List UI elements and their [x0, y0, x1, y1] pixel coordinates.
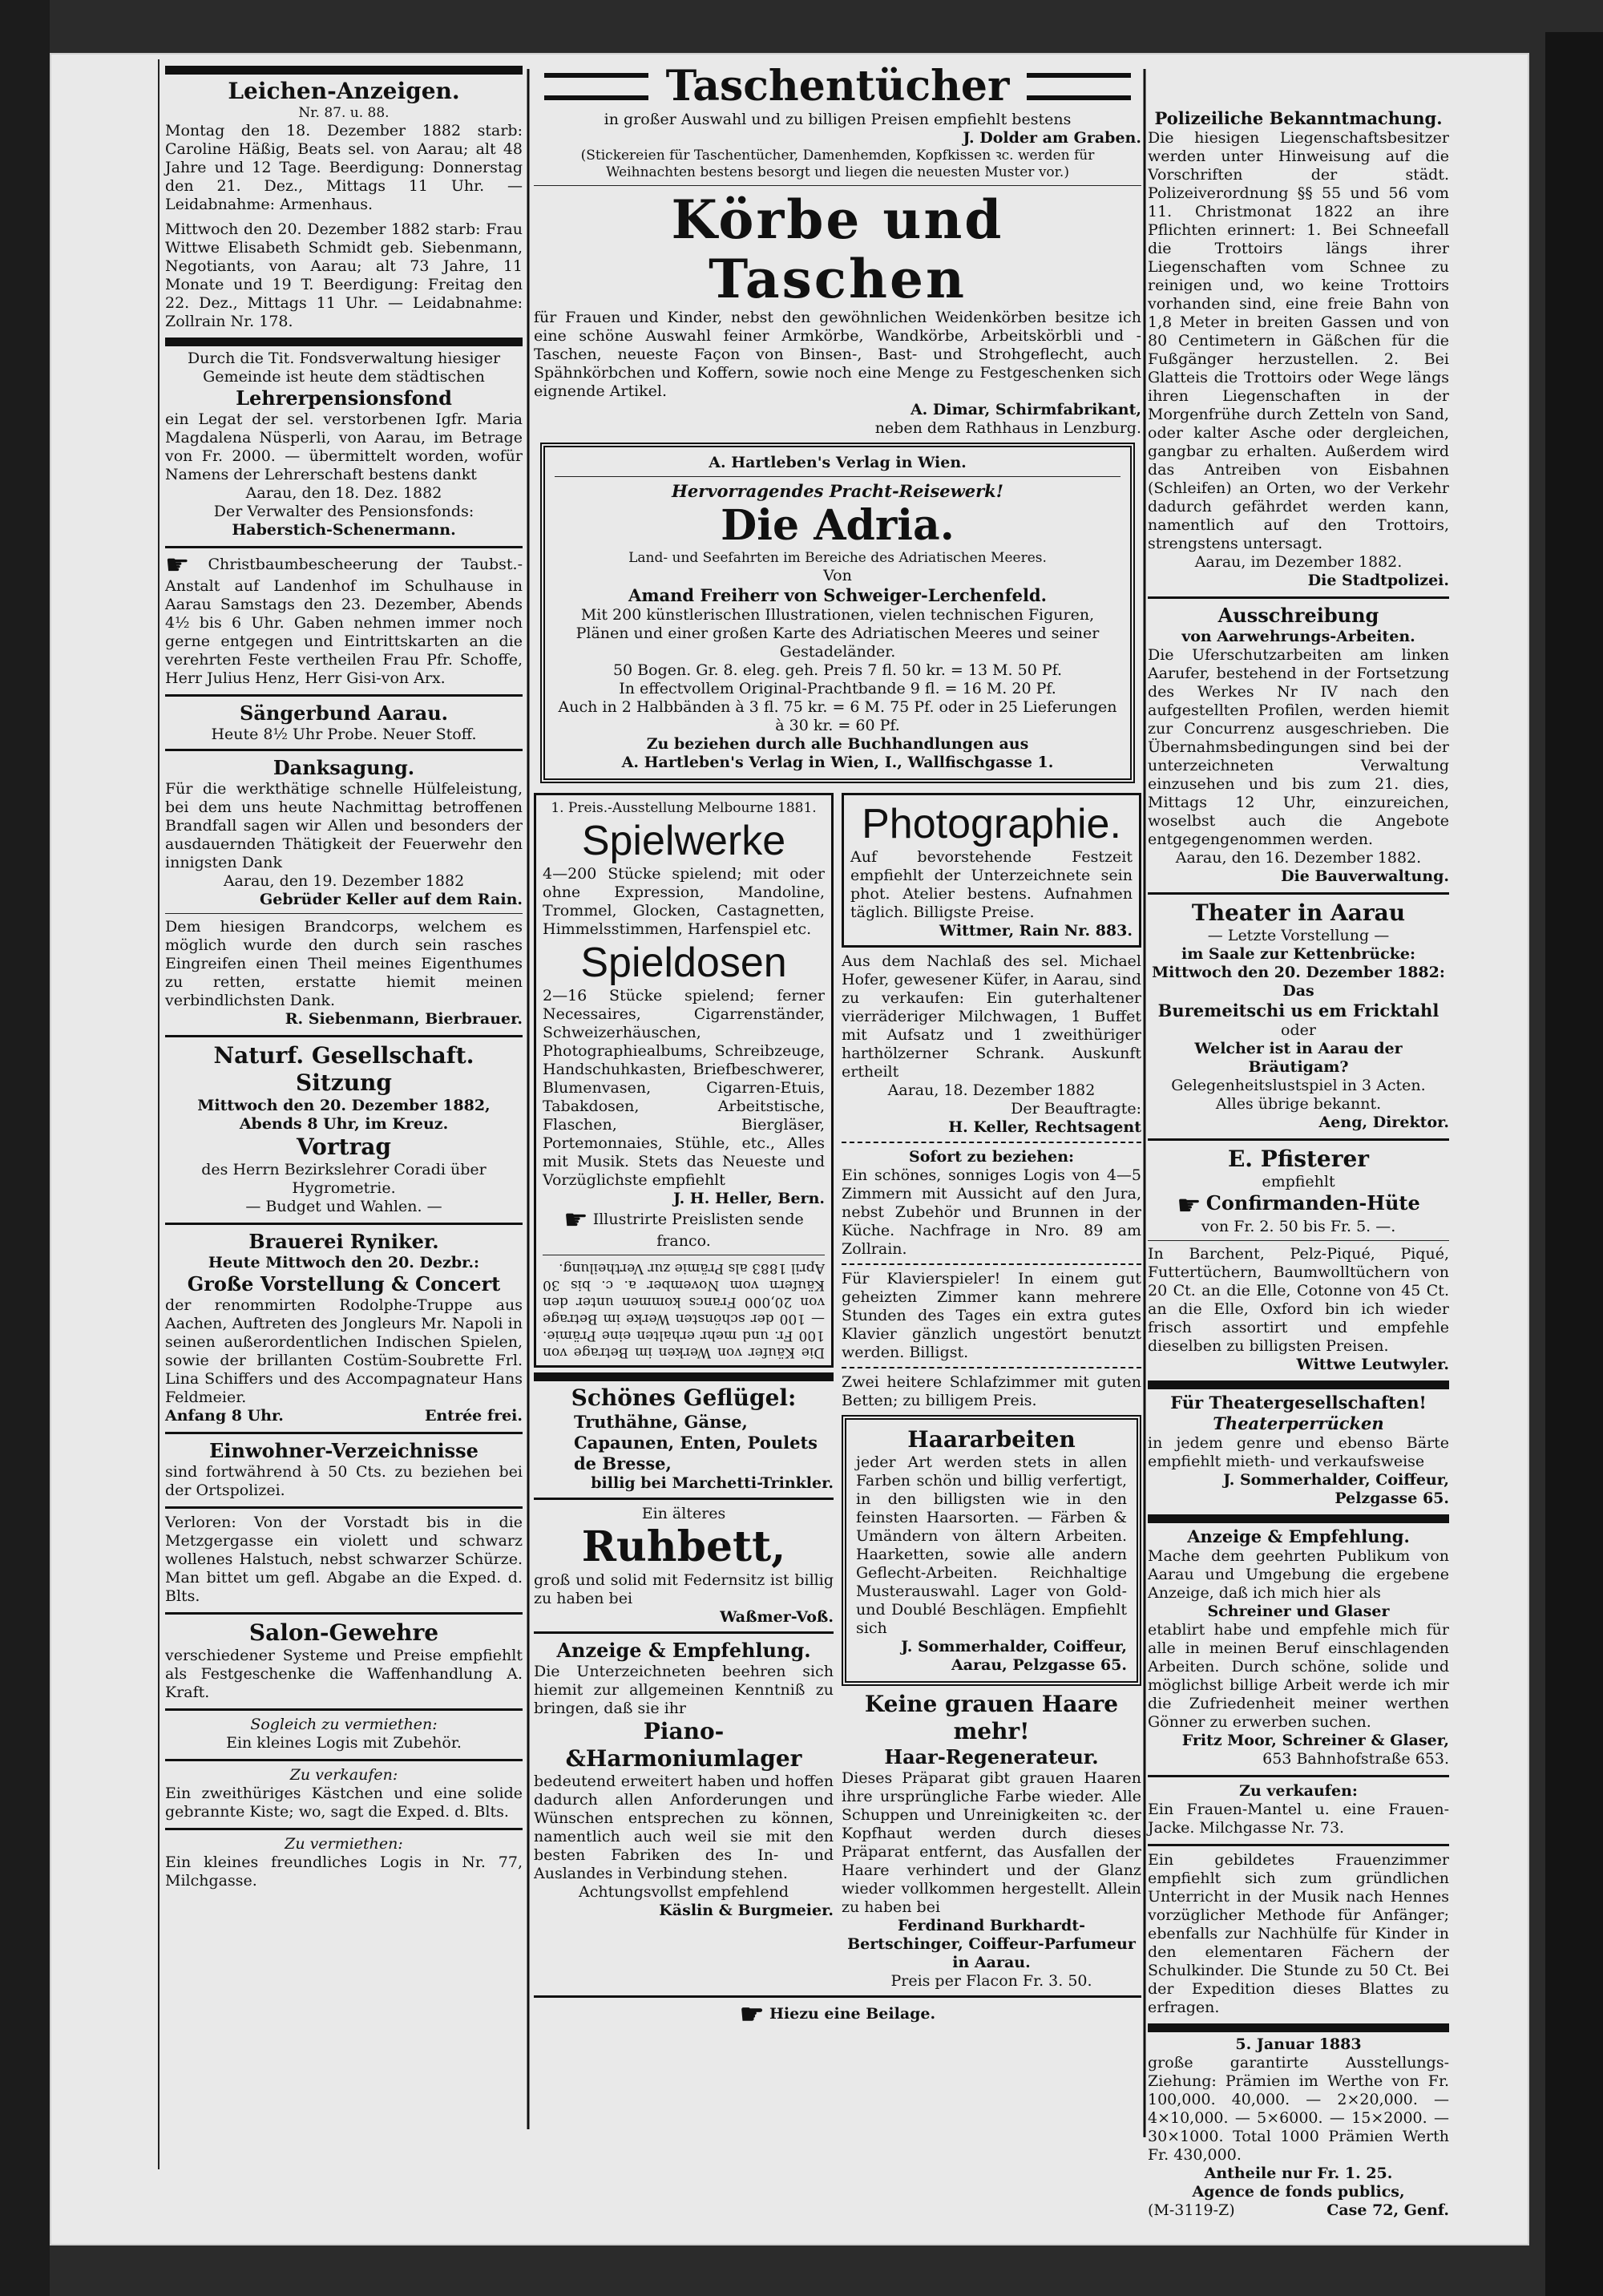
aus-title: Ausschreibung	[1217, 604, 1379, 627]
theatergs-body: in jedem genre und ebenso Bärte empfiehlt mieth- und verkaufsweise	[1148, 1434, 1449, 1470]
schreiner-title: Anzeige & Empfehlung.	[1187, 1526, 1410, 1546]
naturf-budget: — Budget und Wahlen. —	[245, 1198, 442, 1215]
brauerei-start: Anfang 8 Uhr.	[165, 1407, 284, 1425]
lotterie-ref: (M-3119-Z)	[1148, 2201, 1235, 2219]
lotterie-antheile: Antheile nur Fr. 1. 25.	[1204, 2165, 1393, 2182]
koerbe-sign-2: neben dem Rathhaus in Lenzburg.	[874, 419, 1141, 437]
frauen-body: Ein gebildetes Frauenzimmer empfiehlt sich zum gründlichen Unterricht in der Musik nach Hennes vorzüglicher Methode für Anfänger; ebenfalls zur Nachhülfe für Kinder in den elementaren Fächern der Schulkinder. Die Stunde zu 50 Ct. Bei der Expedition dieses Blattes zu erfragen.	[1148, 1851, 1449, 2016]
schreiner-trade: Schreiner und Glaser	[1207, 1603, 1390, 1620]
rule-bar	[1148, 2023, 1449, 2032]
adria-footer-2: A. Hartleben's Verlag in Wien, I., Wallfischgasse 1.	[621, 754, 1054, 771]
keine-body: Dieses Präparat gibt grauen Haaren ihre ursprüngliche Farbe wieder. Alle Schuppen und Unreinigkeiten ꝛc. der Kopfhaut werden durch dieses Präparat entfernt, das Ausfallen der Haare verhindert und der Glanz wieder vollkommen hergestellt. Allein zu haben bei	[842, 1769, 1141, 1916]
tasch-title: Taschentücher	[665, 62, 1010, 111]
lehrer-intro: Durch die Tit. Fondsverwaltung hiesiger Gemeinde ist heute dem städtischen	[187, 350, 501, 386]
pfisterer-title: E. Pfisterer	[1227, 1146, 1370, 1172]
brauerei-entry: Entrée frei.	[425, 1407, 523, 1425]
tasch-line-2: (Stickereien für Taschentücher, Damenhemden, Kopfkissen ꝛc. werden für Weihnachten bestens besorgt und liegen die neuesten Muster vor.)	[580, 148, 1095, 180]
vermieten-2-title: Zu vermiethen:	[285, 1835, 403, 1853]
haar-title: Haararbeiten	[907, 1426, 1076, 1453]
verkaufen-1-body: Ein zweithüriges Kästchen und eine solide gebrannte Kiste; wo, sagt die Exped. d. Blts.	[165, 1785, 523, 1821]
haar-body: jeder Art werden stets in allen Farben schön und billig verfertigt, in den billigsten wie in den feinsten Haarsorten. — Färben & Umändern von ältern Arbeiten. Haarketten, sowie alle andern Geflecht-Arbeiten. Reichhaltige Musterauswahl. Lager von Gold- und Doublé Beschlägen. Empfiehlt sich	[856, 1453, 1127, 1637]
theatergs-sub: Theaterperrücken	[1213, 1413, 1384, 1433]
scan-right-edge	[1545, 32, 1603, 2296]
koerbe-sign: A. Dimar, Schirmfabrikant,	[910, 401, 1141, 418]
theatergs-title: Für Theatergesellschaften!	[1170, 1393, 1427, 1413]
tasch-sign: J. Dolder am Graben.	[963, 129, 1141, 147]
lotterie-body: große garantirte Ausstellungs-Ziehung: Prämien im Werthe von Fr. 100,000. 40,000. — 2×20,000. — 4×10,000. — 5×6000. — 15×2000. — 30×1000. Total 1000 Prämien Werth Fr. 430,000.	[1148, 2054, 1449, 2164]
mantel-body: Ein Frauen-Mantel u. eine Frauen-Jacke. Milchgasse Nr. 73.	[1148, 1801, 1449, 1837]
dank-date: Aarau, den 19. Dezember 1882	[223, 872, 465, 890]
pointing-hand-icon: ☛	[739, 1999, 765, 2031]
polizei-date: Aarau, im Dezember 1882.	[1194, 553, 1403, 571]
leichen-entry-1: Montag den 18. Dezember 1882 starb: Caroline Häßig, Beats sel. von Aarau; alt 48 Jahre und 12 Tage. Beerdigung: Donnerstag den 21. Dez., Mittags 11 Uhr. — Leidabnahme: Armenhaus.	[165, 122, 523, 213]
keine-price: Preis per Flacon Fr. 3. 50.	[890, 1972, 1092, 1990]
photo-body: Auf bevorstehende Festzeit empfiehlt der Unterzeichnete sein phot. Atelier bestens. Aufnahmen täglich. Billigste Preise.	[850, 848, 1133, 921]
spiel-title: Spielwerke	[581, 818, 786, 864]
adria-von: Von	[823, 567, 852, 584]
gefluegel-sign: billig bei Marchetti-Trinkler.	[591, 1474, 834, 1492]
brauerei-body: der renommirten Rodolphe-Truppe aus Aachen, Auftreten des Jongleurs Mr. Napoli in seinen außerordentlichen Indischen Spielen, sowie der brillanten Costüm-Soubrette Frl. Lina Schiffers und des Accompagnateur Hans Feldmeier.	[165, 1296, 523, 1406]
haar-box	[842, 1415, 1141, 1686]
adria-author: Amand Freiherr von Schweiger-Lerchenfeld.	[628, 585, 1047, 605]
piano-title: Anzeige & Empfehlung.	[556, 1639, 811, 1662]
koerbe-body: für Frauen und Kinder, nebst den gewöhnlichen Weidenkörben besitze ich eine schöne Auswahl feiner Armkörbe, Wandkörbe, Arbeitskörbli und -Taschen, neueste Façon von Binsen-, Bast- und Strohgeflecht, auch Spähnkörbchen und Koffern, sowie noch eine Menge zu Festgeschenken sich eignende Artikel.	[534, 309, 1141, 400]
naturf-sitzung: Sitzung	[296, 1069, 392, 1096]
pointing-hand-icon: ☛	[1177, 1190, 1201, 1222]
aus-sign: Die Bauverwaltung.	[1281, 867, 1449, 885]
keine-title: Keine grauen Haare mehr!	[864, 1691, 1119, 1744]
ruhbett-title: Ruhbett,	[581, 1522, 786, 1571]
lehrer-date: Aarau, den 18. Dez. 1882	[245, 484, 442, 502]
naturf-when: Mittwoch den 20. Dezember 1882, Abends 8 Uhr, im Kreuz.	[197, 1097, 491, 1133]
theater-play-2: Welcher ist in Aarau der Bräutigam?	[1194, 1040, 1403, 1076]
adria-tag: Hervorragendes Pracht-Reisewerk!	[672, 481, 1003, 501]
adria-price-1: 50 Bogen. Gr. 8. eleg. geh. Preis 7 fl. 50 kr. = 13 M. 50 Pf.	[612, 661, 1063, 679]
schreiner-body: Mache dem geehrten Publikum von Aarau und Umgebung die ergebene Anzeige, daß ich mich hier als	[1148, 1547, 1449, 1602]
adria-price-2: In effectvollem Original-Prachtbande 9 fl. = 16 M. 20 Pf.	[619, 680, 1056, 697]
schreiner-addr: 653 Bahnhofstraße 653.	[1262, 1750, 1449, 1768]
tasch-line-1: in großer Auswahl und zu billigen Preisen empfiehlt bestens	[604, 111, 1072, 128]
adria-title: Die Adria.	[721, 501, 955, 550]
brauerei-show: Große Vorstellung & Concert	[187, 1272, 501, 1296]
rule-bar	[1148, 1514, 1449, 1523]
photo-sign: Wittmer, Rain Nr. 883.	[939, 922, 1133, 940]
vermieten-1-body: Ein kleines Logis mit Zubehör.	[226, 1734, 462, 1752]
adria-price-3: Auch in 2 Halbbänden à 3 fl. 75 kr. = 6 M. 75 Pf. oder in 25 Lieferungen à 30 kr. = 60 Pf.	[558, 698, 1117, 734]
right-column	[1148, 108, 1449, 2219]
pfisterer-price: von Fr. 2. 50 bis Fr. 5. —.	[1201, 1218, 1396, 1235]
lehrer-title: Lehrerpensionsfond	[236, 386, 452, 410]
spiel-sign: J. H. Heller, Bern.	[673, 1190, 825, 1207]
middle-column	[534, 63, 1141, 2123]
piano-big: Piano-&Harmoniumlager	[565, 1718, 802, 1772]
salon-body: verschiedener Systeme und Preise empfiehlt als Festgeschenke die Waffenhandlung A. Kraft.	[165, 1647, 523, 1701]
theater-info-2: Alles übrige bekannt.	[1215, 1095, 1382, 1113]
gefluegel-title: Schönes Geflügel:	[571, 1384, 797, 1411]
rule-bar	[165, 338, 523, 346]
ornament-bars	[544, 73, 648, 100]
verloren-body: Verloren: Von der Vorstadt bis in die Metzgergasse ein violett und schwarz wollenes Halstuch, nebst schwarzer Schürze. Man bittet um gefl. Abgabe an die Exped. d. Blts.	[165, 1514, 523, 1605]
dank-body: Für die werkthätige schnelle Hülfeleistung, bei dem uns heute Nachmittag betroffenen Brandfall sagen wir Allen und besonders der ausdauernden Thätigkeit der Feuerwehr den innigsten Dank	[165, 780, 523, 871]
naturf-title: Naturf. Gesellschaft.	[213, 1042, 474, 1069]
dank-sign: Gebrüder Keller auf dem Rain.	[260, 891, 523, 908]
adria-footer: Zu beziehen durch alle Buchhandlungen aus	[646, 735, 1029, 753]
piano-sign: Käslin & Burgmeier.	[659, 1902, 834, 1919]
theater-play: Buremeitschi us em Fricktahl	[1157, 1000, 1439, 1021]
lehrer-sign-2: Haberstich-Schenermann.	[232, 521, 456, 539]
pointing-hand-icon: ☛	[165, 549, 190, 581]
adria-body: Mit 200 künstlerischen Illustrationen, vielen technischen Figuren, Plänen und einer großen Karte des Adriatischen Meeres und seiner Gestadeländer.	[575, 606, 1100, 661]
naturf-vortrag: Vortrag	[297, 1134, 391, 1160]
nachlass-sign-2: H. Keller, Rechtsagent	[948, 1118, 1141, 1136]
naturf-body: des Herrn Bezirkslehrer Coradi über Hygrometrie.	[201, 1161, 487, 1197]
polizei-title: Polizeiliche Bekanntmachung.	[1154, 108, 1443, 128]
vermieten-1-title: Sogleich zu vermiethen:	[250, 1716, 438, 1733]
sofort-title: Sofort zu beziehen:	[908, 1148, 1075, 1166]
salon-title: Salon-Gewehre	[248, 1619, 439, 1646]
rule-bar	[1148, 1380, 1449, 1389]
nachlass-sign-1: Der Beauftragte:	[1011, 1100, 1141, 1118]
einwohner-body: sind fortwährend à 50 Cts. zu beziehen bei der Ortspolizei.	[165, 1463, 523, 1499]
brauerei-title: Brauerei Ryniker.	[248, 1230, 439, 1253]
dank-title: Danksagung.	[273, 756, 415, 779]
vermieten-2-body: Ein kleines freundliches Logis in Nr. 77, Milchgasse.	[165, 1853, 523, 1890]
aus-sub: von Aarwehrungs-Arbeiten.	[1181, 628, 1415, 645]
spiel-upside-down: Die Käufer von Werken im Betrage von 100 Fr. und mehr erhalten eine Prämie. — 100 der schönsten Werke im Betrage von 20,000 Francs kommen unter den Käufern vom November a. c. bis 30 April 1883 als Prämie zur Vertheilung.	[543, 1260, 825, 1360]
keine-sign: Ferdinand Burkhardt-Bertschinger, Coiffeur-Parfumeur in Aarau.	[847, 1917, 1136, 1971]
spiel-body: 4—200 Stücke spielend; mit oder ohne Expression, Mandoline, Trommel, Glocken, Castagnetten, Himmelsstimmen, Harfenspiel etc.	[543, 865, 825, 938]
ornament-bars	[1027, 73, 1131, 100]
theater-sign: Aeng, Direktor.	[1318, 1114, 1449, 1131]
schreiner-sign: Fritz Moor, Schreiner & Glaser,	[1181, 1732, 1449, 1749]
aus-body: Die Uferschutzarbeiten am linken Aarufer, bestehend in der Fortsetzung des Werkes Nr IV nach den aufgestellten Profilen, werden hiemit zur Concurrenz ausgeschrieben. Die Übernahmsbedingungen sind bei der unterzeichneten Verwaltung einzusehen und bis zum 21. dies, Mittags 12 Uhr, einzureichen, woselbst auch die Angebote entgegengenommen werden.	[1148, 646, 1449, 848]
spiel-foot: Illustrirte Preislisten sende franco.	[592, 1211, 804, 1250]
saenger-line: Heute 8½ Uhr Probe. Neuer Stoff.	[211, 726, 477, 743]
leichen-title: Leichen-Anzeigen.	[228, 78, 460, 104]
spiel-body-2: 2—16 Stücke spielend; ferner Necessaires, Cigarrenständer, Schweizerhäuschen, Photographiealbums, Schreibzeuge, Handschuhkasten, Briefbeschwerer, Blumenvasen, Cigarren-Etuis, Tabakdosen, Arbeitstische, Flaschen, Biergläser, Portemonnaies, Stühle, etc., Alles mit Musik. Stets das Neueste und Vorzüglichste empfiehlt	[543, 987, 825, 1189]
piano-body: Die Unterzeichneten beehren sich hiemit zur allgemeinen Kenntniß zu bringen, daß sie ihr	[534, 1663, 834, 1717]
polizei-sign: Die Stadtpolizei.	[1307, 572, 1449, 589]
leichen-entry-2: Mittwoch den 20. Dezember 1882 starb: Frau Wittwe Elisabeth Schmidt geb. Siebenmann, Negotiants, von Aarau; alt 73 Jahre, 11 Monate und 19 T. Beerdigung: Freitag den 22. Dez., Mittags 11 Uhr. — Leidabnahme: Zollrain Nr. 178.	[165, 220, 523, 330]
lotterie-case: Case 72, Genf.	[1326, 2201, 1449, 2219]
ruhbett-sign: Waßmer-Voß.	[720, 1608, 834, 1626]
theater-sub: — Letzte Vorstellung —	[1207, 927, 1390, 944]
photo-title: Photographie.	[862, 801, 1121, 847]
pointing-hand-icon: ☛	[563, 1204, 588, 1236]
lehrer-sign-1: Der Verwalter des Pensionsfonds:	[213, 503, 474, 520]
rule-bar	[534, 1372, 834, 1381]
nachlass-date: Aarau, 18. Dezember 1882	[887, 1081, 1096, 1099]
dank-sign-2: R. Siebenmann, Bierbrauer.	[285, 1010, 523, 1028]
haar-sign: J. Sommerhalder, Coiffeur, Aarau, Pelzgasse 65.	[901, 1638, 1127, 1674]
theater-when: Mittwoch den 20. Dezember 1882:	[1152, 964, 1445, 981]
lotterie-agency: Agence de fonds publics,	[1192, 2183, 1405, 2201]
rule-bar	[165, 66, 523, 75]
dank-body-2: Dem hiesigen Brandcorps, welchem es möglich wurde den durch sein rasches Eingreifen einen Theil meines Eigenthumes zu retten, erstatte hiemit meinen verbindlichsten Dank.	[165, 918, 523, 1009]
saenger-title: Sängerbund Aarau.	[239, 701, 448, 725]
pfisterer-body: In Barchent, Pelz-Piqué, Piqué, Futtertüchern, Baumwolltüchern von 20 Ct. an die Elle, Cotonne von 45 Ct. an die Elle, Oxford bin ich wieder frisch assortirt und empfehle dieselben zu billigsten Preisen.	[1148, 1245, 1449, 1355]
adria-box	[540, 443, 1135, 783]
nachlass-body: Aus dem Nachlaß des sel. Michael Hofer, gewesener Küfer, in Aarau, sind zu verkaufen: Ein guterhaltener vierräderiger Milchwagen, 1 Buffet mit Aufsatz und 1 zweithüriger harthölzerner Schrank. Auskunft ertheilt	[842, 952, 1141, 1081]
verkaufen-1-title: Zu verkaufen:	[289, 1766, 398, 1784]
theater-info: Gelegenheitslustspiel in 3 Acten.	[1171, 1077, 1426, 1094]
christ-body: Christbaumbescheerung der Taubst.-Anstalt auf Landenhof im Schulhause in Aarau Samstags den 23. Dezember, Abends 4½ bis 6 Uhr. Gaben nehmen immer noch gerne entgegen und Eintrittskarten an die verehrten Feste vertheilen Frau Pfr. Schoffe, Herr Julius Henz, Herr Gisi-von Arx.	[165, 556, 523, 687]
pfisterer-big: Confirmanden-Hüte	[1205, 1191, 1420, 1215]
leichen-nr: Nr. 87. u. 88.	[298, 105, 390, 121]
theater-oder: oder	[1281, 1021, 1316, 1039]
gefluegel-items: Truthähne, Gänse, Capaunen, Enten, Poulets de Bresse,	[574, 1412, 818, 1473]
theater-title: Theater in Aarau	[1191, 899, 1406, 926]
brauerei-when: Heute Mittwoch den 20. Dezbr.:	[208, 1254, 480, 1271]
adria-sub: Land- und Seefahrten im Bereiche des Adriatischen Meeres.	[628, 550, 1047, 566]
mantel-title: Zu verkaufen:	[1239, 1782, 1358, 1800]
beilage: Hiezu eine Beilage.	[769, 2005, 936, 2023]
einwohner-title: Einwohner-Verzeichnisse	[209, 1439, 478, 1462]
klavier-body: Für Klavierspieler! In einem gut geheizten Zimmer kann mehrere Stunden des Tages ein extra gutes Klavier gänzlich ungestört benutzt werden. Billigst.	[842, 1270, 1141, 1361]
piano-foot: Achtungsvollst empfehlend	[578, 1883, 789, 1901]
koerbe-title: Körbe und Taschen	[671, 188, 1004, 310]
lehrer-body: ein Legat der sel. verstorbenen Igfr. Maria Magdalena Nüsperli, von Aarau, im Betrage von Fr. 2000. — übermittelt worden, wofür Namens der Lehrerschaft bestens dankt	[165, 410, 523, 483]
theatergs-sign: J. Sommerhalder, Coiffeur, Pelzgasse 65.	[1223, 1471, 1449, 1507]
adria-publisher: A. Hartleben's Verlag in Wien.	[709, 454, 967, 471]
pfisterer-sign: Wittwe Leutwyler.	[1296, 1356, 1449, 1373]
spiel-box	[534, 793, 834, 1368]
theater-where: im Saale zur Kettenbrücke:	[1181, 945, 1415, 963]
lotterie-date: 5. Januar 1883	[1235, 2035, 1362, 2053]
keine-sub: Haar-Regenerateur.	[884, 1745, 1099, 1768]
schlaf-body: Zwei heitere Schlafzimmer mit guten Betten; zu billigem Preis.	[842, 1373, 1141, 1409]
schreiner-body-2: etablirt habe und empfehle mich für alle in meinen Beruf einschlagenden Arbeiten. Durch schöne, solide und möglichst billige Arbeit werde ich mir die Zufriedenheit meiner werthen Gönner zu erwerben suchen.	[1148, 1621, 1449, 1731]
photo-box	[842, 793, 1141, 948]
sofort-body: Ein schönes, sonniges Logis von 4—5 Zimmern mit Aussicht auf den Jura, nebst Zubehör und Brunnen in der Küche. Nachfrage in Nro. 89 am Zollrain.	[842, 1166, 1141, 1258]
ruhbett-intro: Ein älteres	[641, 1505, 726, 1522]
spiel-top: 1. Preis.-Ausstellung Melbourne 1881.	[551, 800, 817, 816]
piano-body-2: bedeutend erweitert haben und hoffen dadurch allen Anforderungen und Wünschen entsprechen zu können, namentlich auch weil sie mit den besten Fabriken des In- und Auslandes in Verbindung stehen.	[534, 1773, 834, 1882]
left-column	[165, 63, 523, 2115]
polizei-body: Die hiesigen Liegenschaftsbesitzer werden unter Hinweisung auf die Vorschriften der städt. Polizeiverordnung §§ 55 und 56 vom 11. Christmonat 1822 an ihre Pflichten erinnert: 1. Bei Schneefall die Trottoirs längs ihrer Liegenschaften vom Schnee zu reinigen und, wo keine Trottoirs vorhanden sind, eine freie Bahn von 1,8 Meter in breiten Gassen und von 80 Centimetern in Gäßchen für die Fußgänger herzustellen. 2. Bei Glatteis die Trottoirs oder Wege längs ihren Liegenschaften in der Morgenfrühe durch Zetteln von Sand, oder kalter Asche oder dergleichen, gangbar zu erhalten. Außerdem wird das Antreiben von Eisbahnen (Schleifen) an Orten, wo der Verkehr dadurch gefährdet werden kann, namentlich auf den Trottoirs, strengstens untersagt.	[1148, 129, 1449, 552]
theater-das: Das	[1282, 982, 1314, 1000]
aus-date: Aarau, den 16. Dezember 1882.	[1175, 849, 1422, 867]
scan-left-edge	[0, 0, 50, 2296]
pfisterer-sub: empfiehlt	[1262, 1173, 1335, 1190]
spiel-title-2: Spieldosen	[580, 940, 787, 986]
ruhbett-body: groß und solid mit Federnsitz ist billig zu haben bei	[534, 1571, 834, 1607]
